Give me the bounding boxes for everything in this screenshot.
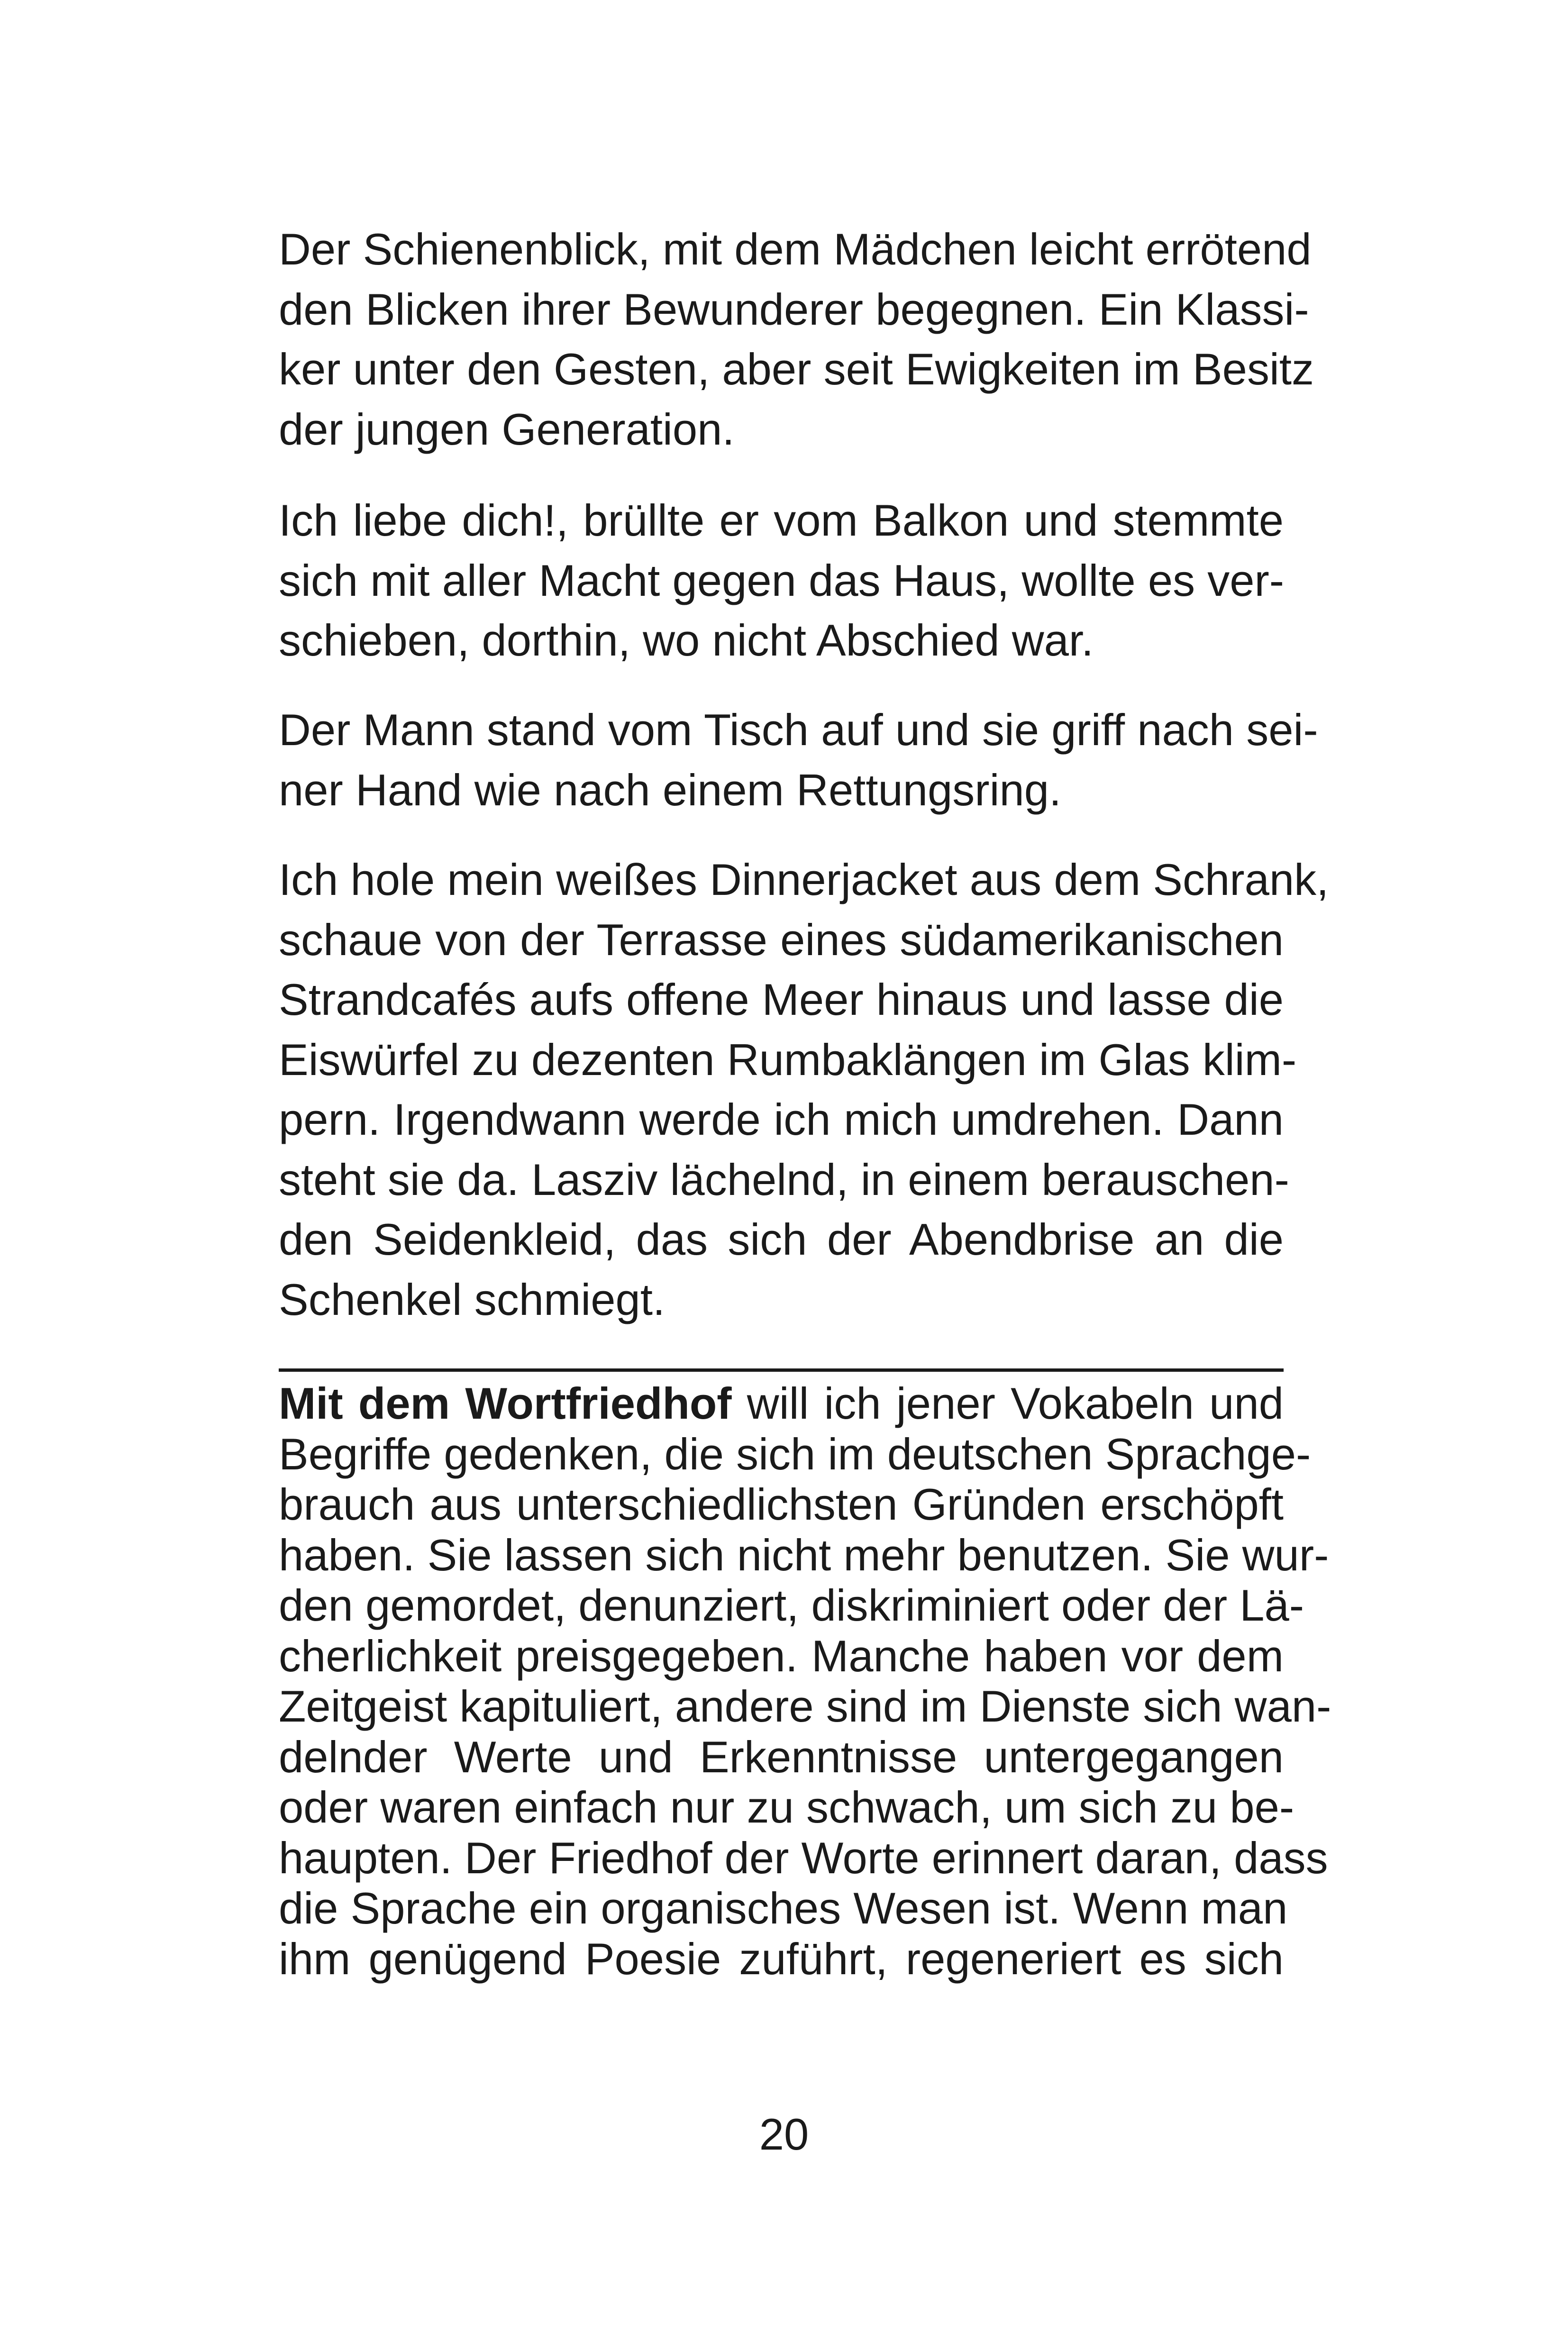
text-line: schieben, dorthin, wo nicht Abschied war. — [279, 615, 1094, 665]
paragraph-ich-liebe-dich — [279, 491, 1284, 671]
note-line: haupten. Der Friedhof der Worte erinnert daran, dass — [279, 1832, 1328, 1883]
note-line: brauch aus unterschiedlichsten Gründen erschöpft — [279, 1479, 1284, 1529]
text-line: den Seidenkleid, das sich der Abendbrise an die — [279, 1214, 1284, 1264]
note-line: cherlichkeit preisgegeben. Manche haben vor dem — [279, 1631, 1284, 1681]
note-line: die Sprache ein organisches Wesen ist. Wenn man — [279, 1883, 1288, 1933]
note-line: den gemordet, denunziert, diskriminiert oder der Lä- — [279, 1580, 1304, 1630]
text-line: sich mit aller Macht gegen das Haus, wollte es ver- — [279, 555, 1285, 605]
note-line: Begriffe gedenken, die sich im deutschen Sprachge- — [279, 1429, 1311, 1479]
text-line: den Blicken ihrer Bewunderer begegnen. Ein Klassi- — [279, 284, 1309, 334]
text-line: Der Mann stand vom Tisch auf und sie griff nach sei- — [279, 705, 1318, 755]
text-line: schaue von der Terrasse eines südamerikanischen — [279, 914, 1284, 965]
text-line: ner Hand wie nach einem Rettungsring. — [279, 765, 1062, 815]
text-line: Ich liebe dich!, brüllte er vom Balkon und stemmte — [279, 495, 1284, 545]
text-line: Ich hole mein weißes Dinnerjacket aus dem Schrank, — [279, 855, 1329, 904]
note-line: oder waren einfach nur zu schwach, um sich zu be- — [279, 1782, 1295, 1832]
note-line: haben. Sie lassen sich nicht mehr benutzen. Sie wur- — [279, 1530, 1329, 1580]
text-line: Schenkel schmiegt. — [279, 1274, 665, 1324]
text-line: der jungen Generation. — [279, 404, 735, 454]
text-line: Der Schienenblick, mit dem Mädchen leicht errötend — [279, 224, 1312, 274]
text-line: ker unter den Gesten, aber seit Ewigkeiten im Besitz — [279, 344, 1314, 394]
note-line: ihm genügend Poesie zuführt, regeneriert es sich — [279, 1933, 1284, 1984]
note-first-line-rest: will ich jener Vokabeln und — [731, 1378, 1284, 1428]
note-line: Zeitgeist kapituliert, andere sind im Dienste sich wan- — [279, 1681, 1331, 1731]
section-divider — [279, 1368, 1284, 1372]
note-line: delnder Werte und Erkenntnisse untergegangen — [279, 1732, 1284, 1782]
wortfriedhof-note — [279, 1378, 1331, 1984]
page-number: 20 — [759, 2109, 809, 2159]
note-first-line — [279, 1378, 1284, 1429]
paragraph-der-mann — [279, 700, 1318, 820]
text-line: Eiswürfel zu dezenten Rumbaklängen im Glas klim- — [279, 1034, 1297, 1085]
text-line: pern. Irgendwann werde ich mich umdrehen. Dann — [279, 1094, 1284, 1144]
note-bold-lead: Mit dem Wortfriedhof — [279, 1378, 732, 1428]
paragraph-schienenblick — [279, 219, 1314, 459]
text-line: Strandcafés aufs offene Meer hinaus und lasse die — [279, 975, 1284, 1024]
paragraph-dinnerjacket — [279, 850, 1329, 1330]
text-line: steht sie da. Lasziv lächelnd, in einem berauschen- — [279, 1154, 1289, 1204]
